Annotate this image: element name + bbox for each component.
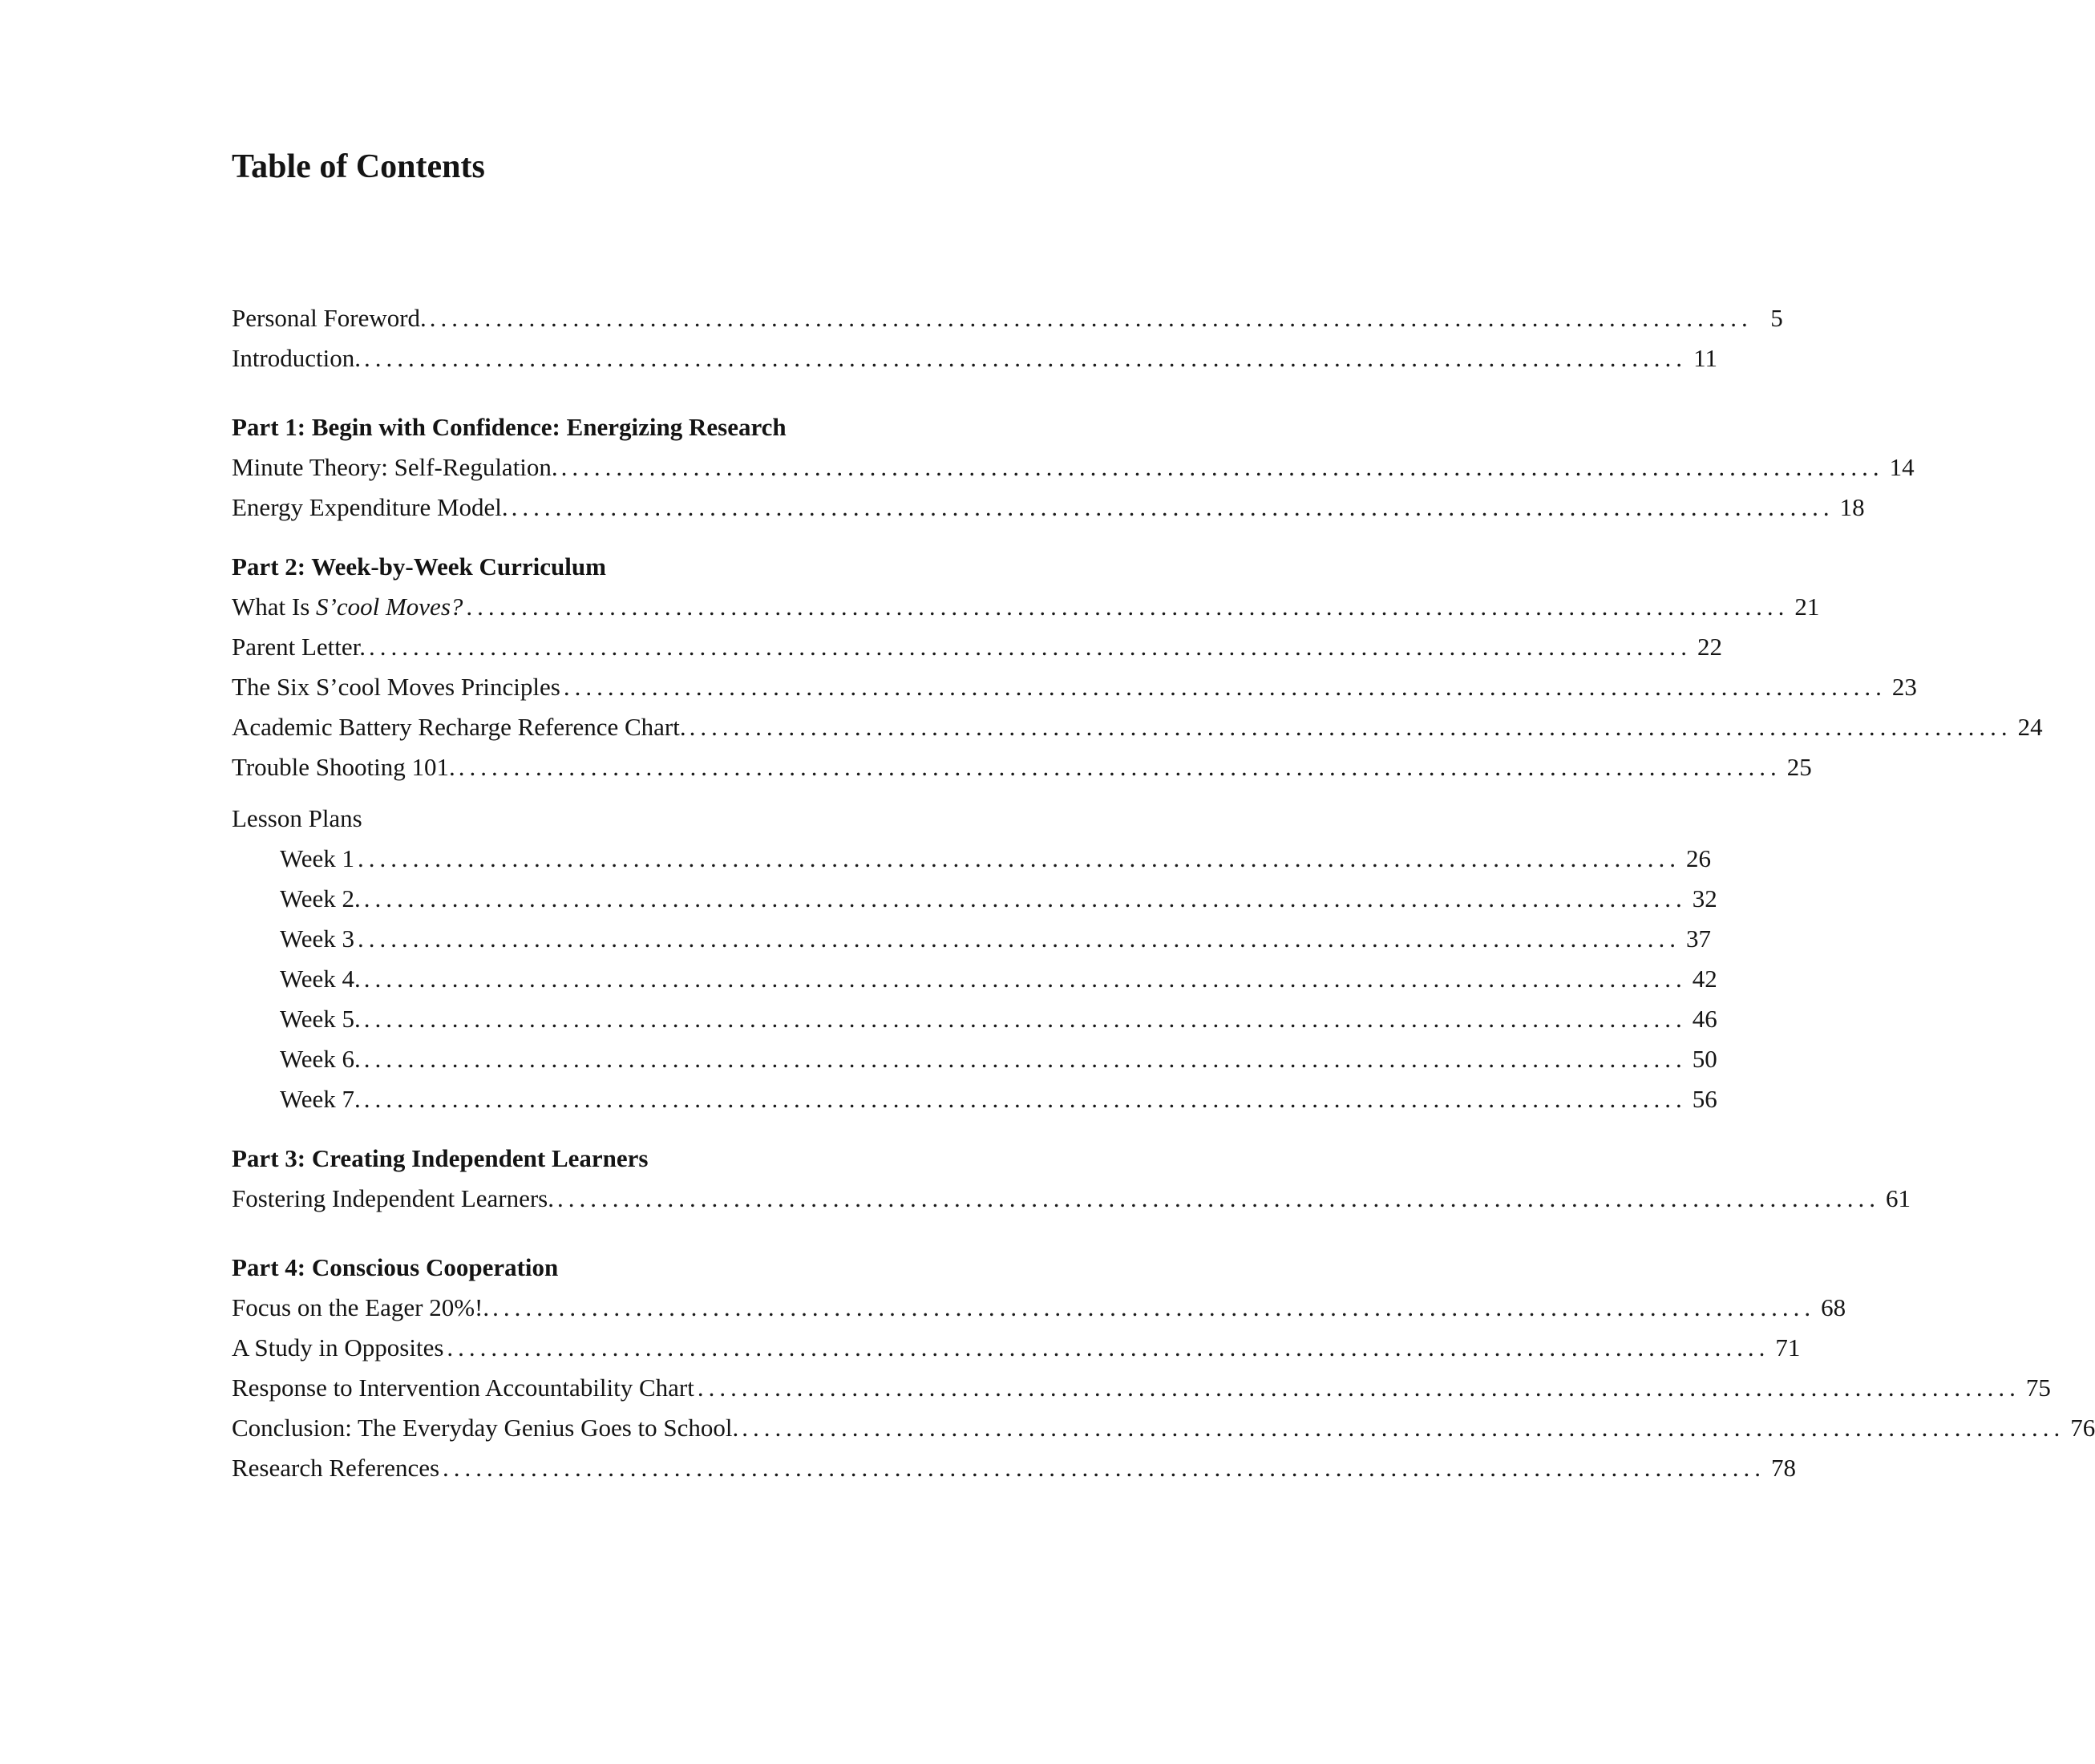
toc-entry-trouble-shooting[interactable] bbox=[232, 747, 1812, 787]
part-heading: Part 2: Week-by-Week Curriculum bbox=[232, 552, 606, 581]
document-page bbox=[232, 0, 2095, 1764]
table-of-contents bbox=[232, 298, 2095, 1488]
toc-entry-rti-chart[interactable] bbox=[232, 1368, 2051, 1408]
toc-entry-page: 78 bbox=[1771, 1454, 1797, 1482]
label-italic: S’cool Moves? bbox=[316, 593, 463, 621]
toc-entry-page: 23 bbox=[1891, 673, 1917, 701]
toc-entry-label: Week 3 bbox=[280, 924, 355, 953]
toc-entry-page: 21 bbox=[1794, 593, 1820, 621]
toc-entry-page: 61 bbox=[1886, 1184, 1911, 1212]
dot-leader: ........................................................................................................................ bbox=[557, 1184, 1881, 1212]
dot-leader: ........................................................................................................................ bbox=[358, 844, 1681, 872]
dot-leader: ........................................................................................................................ bbox=[358, 924, 1681, 953]
dot-leader: ........................................................................................................................ bbox=[369, 633, 1692, 661]
toc-entry-page: 68 bbox=[1821, 1293, 1846, 1321]
label-prefix: What Is bbox=[232, 593, 317, 621]
toc-entry-page: 76 bbox=[2070, 1414, 2095, 1442]
dot-leader: ........................................................................................................................ bbox=[429, 304, 1753, 332]
toc-entry-label: Trouble Shooting 101. bbox=[232, 753, 455, 781]
toc-entry-what-is-scool-moves[interactable] bbox=[232, 587, 1820, 627]
dot-leader: ........................................................................................................................ bbox=[492, 1293, 1816, 1321]
dot-leader: ........................................................................................................................ bbox=[560, 453, 1884, 481]
dot-leader: ........................................................................................................................ bbox=[364, 344, 1687, 372]
toc-entry-focus-eager[interactable] bbox=[232, 1288, 1846, 1328]
toc-entry-page: 32 bbox=[1692, 884, 1717, 912]
toc-entry-label: Research References bbox=[232, 1454, 440, 1482]
toc-entry-battery-recharge-chart[interactable] bbox=[232, 707, 2043, 747]
toc-entry-label: Conclusion: The Everyday Genius Goes to School. bbox=[232, 1414, 739, 1442]
toc-entry-conclusion[interactable] bbox=[232, 1408, 2095, 1448]
toc-entry-label: Week 5. bbox=[280, 1005, 361, 1033]
part-heading: Part 4: Conscious Cooperation bbox=[232, 1253, 559, 1281]
toc-entry-week-4[interactable] bbox=[232, 959, 1717, 999]
toc-entry-personal-foreword[interactable] bbox=[232, 298, 1783, 338]
toc-entry-page: 71 bbox=[1775, 1333, 1801, 1361]
toc-entry-label: Response to Intervention Accountability Chart bbox=[232, 1374, 694, 1402]
toc-entry-week-6[interactable] bbox=[232, 1039, 1717, 1079]
dot-leader: ........................................................................................................................ bbox=[363, 1045, 1687, 1073]
dot-leader: ........................................................................................................................ bbox=[363, 1005, 1687, 1033]
toc-entry-week-2[interactable] bbox=[232, 879, 1717, 919]
toc-entry-label: Week 2. bbox=[280, 884, 361, 912]
toc-entry-label: Personal Foreword. bbox=[232, 304, 427, 332]
dot-leader: ........................................................................................................................ bbox=[363, 965, 1687, 993]
toc-entry-label: Energy Expenditure Model. bbox=[232, 493, 508, 521]
dot-leader: ........................................................................................................................ bbox=[443, 1454, 1766, 1482]
toc-entry-fostering-independent-learners[interactable] bbox=[232, 1179, 1911, 1219]
toc-entry-six-principles[interactable] bbox=[232, 667, 1917, 707]
toc-entry-page: 75 bbox=[2025, 1374, 2051, 1402]
toc-entry-label bbox=[232, 587, 463, 627]
lesson-plans-heading: Lesson Plans bbox=[232, 804, 362, 832]
dot-leader: ........................................................................................................................ bbox=[742, 1414, 2065, 1442]
toc-entry-label: Introduction. bbox=[232, 344, 361, 372]
toc-entry-week-7[interactable] bbox=[232, 1079, 1717, 1119]
toc-entry-label: Week 6. bbox=[280, 1045, 361, 1073]
toc-entry-label: Minute Theory: Self-Regulation. bbox=[232, 453, 558, 481]
toc-entry-label: Parent Letter. bbox=[232, 633, 366, 661]
page-title: Table of Contents bbox=[232, 148, 485, 185]
toc-entry-page: 50 bbox=[1692, 1045, 1717, 1073]
toc-entry-page: 22 bbox=[1697, 633, 1722, 661]
part-heading: Part 1: Begin with Confidence: Energizing Research bbox=[232, 413, 787, 441]
toc-entry-label: Week 4. bbox=[280, 965, 361, 993]
toc-entry-page: 5 bbox=[1770, 304, 1783, 332]
dot-leader: ........................................................................................................................ bbox=[458, 753, 1782, 781]
toc-entry-page: 24 bbox=[2017, 713, 2043, 741]
toc-entry-label: The Six S’cool Moves Principles bbox=[232, 673, 560, 701]
dot-leader: ........................................................................................................................ bbox=[511, 493, 1834, 521]
dot-leader: ........................................................................................................................ bbox=[363, 884, 1687, 912]
dot-leader: ........................................................................................................................ bbox=[563, 673, 1887, 701]
toc-entry-label: A Study in Opposites bbox=[232, 1333, 444, 1361]
toc-entry-page: 14 bbox=[1889, 453, 1915, 481]
toc-entry-page: 11 bbox=[1693, 344, 1717, 372]
toc-entry-minute-theory[interactable] bbox=[232, 447, 1915, 488]
dot-leader: ........................................................................................................................ bbox=[447, 1333, 1770, 1361]
toc-entry-page: 18 bbox=[1839, 493, 1865, 521]
toc-entry-week-3[interactable] bbox=[232, 919, 1712, 959]
toc-entry-page: 26 bbox=[1686, 844, 1712, 872]
toc-entry-label: Academic Battery Recharge Reference Chart. bbox=[232, 713, 686, 741]
dot-leader: ........................................................................................................................ bbox=[689, 713, 2012, 741]
toc-entry-introduction[interactable] bbox=[232, 338, 1717, 378]
toc-entry-energy-expenditure-model[interactable] bbox=[232, 488, 1865, 528]
toc-entry-research-references[interactable] bbox=[232, 1448, 1797, 1488]
toc-entry-page: 56 bbox=[1692, 1085, 1717, 1113]
dot-leader: ........................................................................................................................ bbox=[697, 1374, 2020, 1402]
dot-leader: ........................................................................................................................ bbox=[466, 593, 1790, 621]
toc-entry-parent-letter[interactable] bbox=[232, 627, 1722, 667]
toc-entry-label: Week 7. bbox=[280, 1085, 361, 1113]
dot-leader: ........................................................................................................................ bbox=[363, 1085, 1687, 1113]
toc-entry-study-in-opposites[interactable] bbox=[232, 1328, 1801, 1368]
toc-entry-week-1[interactable] bbox=[232, 839, 1712, 879]
toc-entry-label: Focus on the Eager 20%!. bbox=[232, 1293, 490, 1321]
toc-entry-page: 46 bbox=[1692, 1005, 1717, 1033]
part-heading: Part 3: Creating Independent Learners bbox=[232, 1144, 649, 1172]
toc-entry-page: 37 bbox=[1686, 924, 1712, 953]
toc-entry-label: Week 1 bbox=[280, 844, 355, 872]
toc-entry-label: Fostering Independent Learners. bbox=[232, 1184, 555, 1212]
toc-entry-page: 42 bbox=[1692, 965, 1717, 993]
toc-entry-week-5[interactable] bbox=[232, 999, 1717, 1039]
toc-entry-page: 25 bbox=[1786, 753, 1812, 781]
